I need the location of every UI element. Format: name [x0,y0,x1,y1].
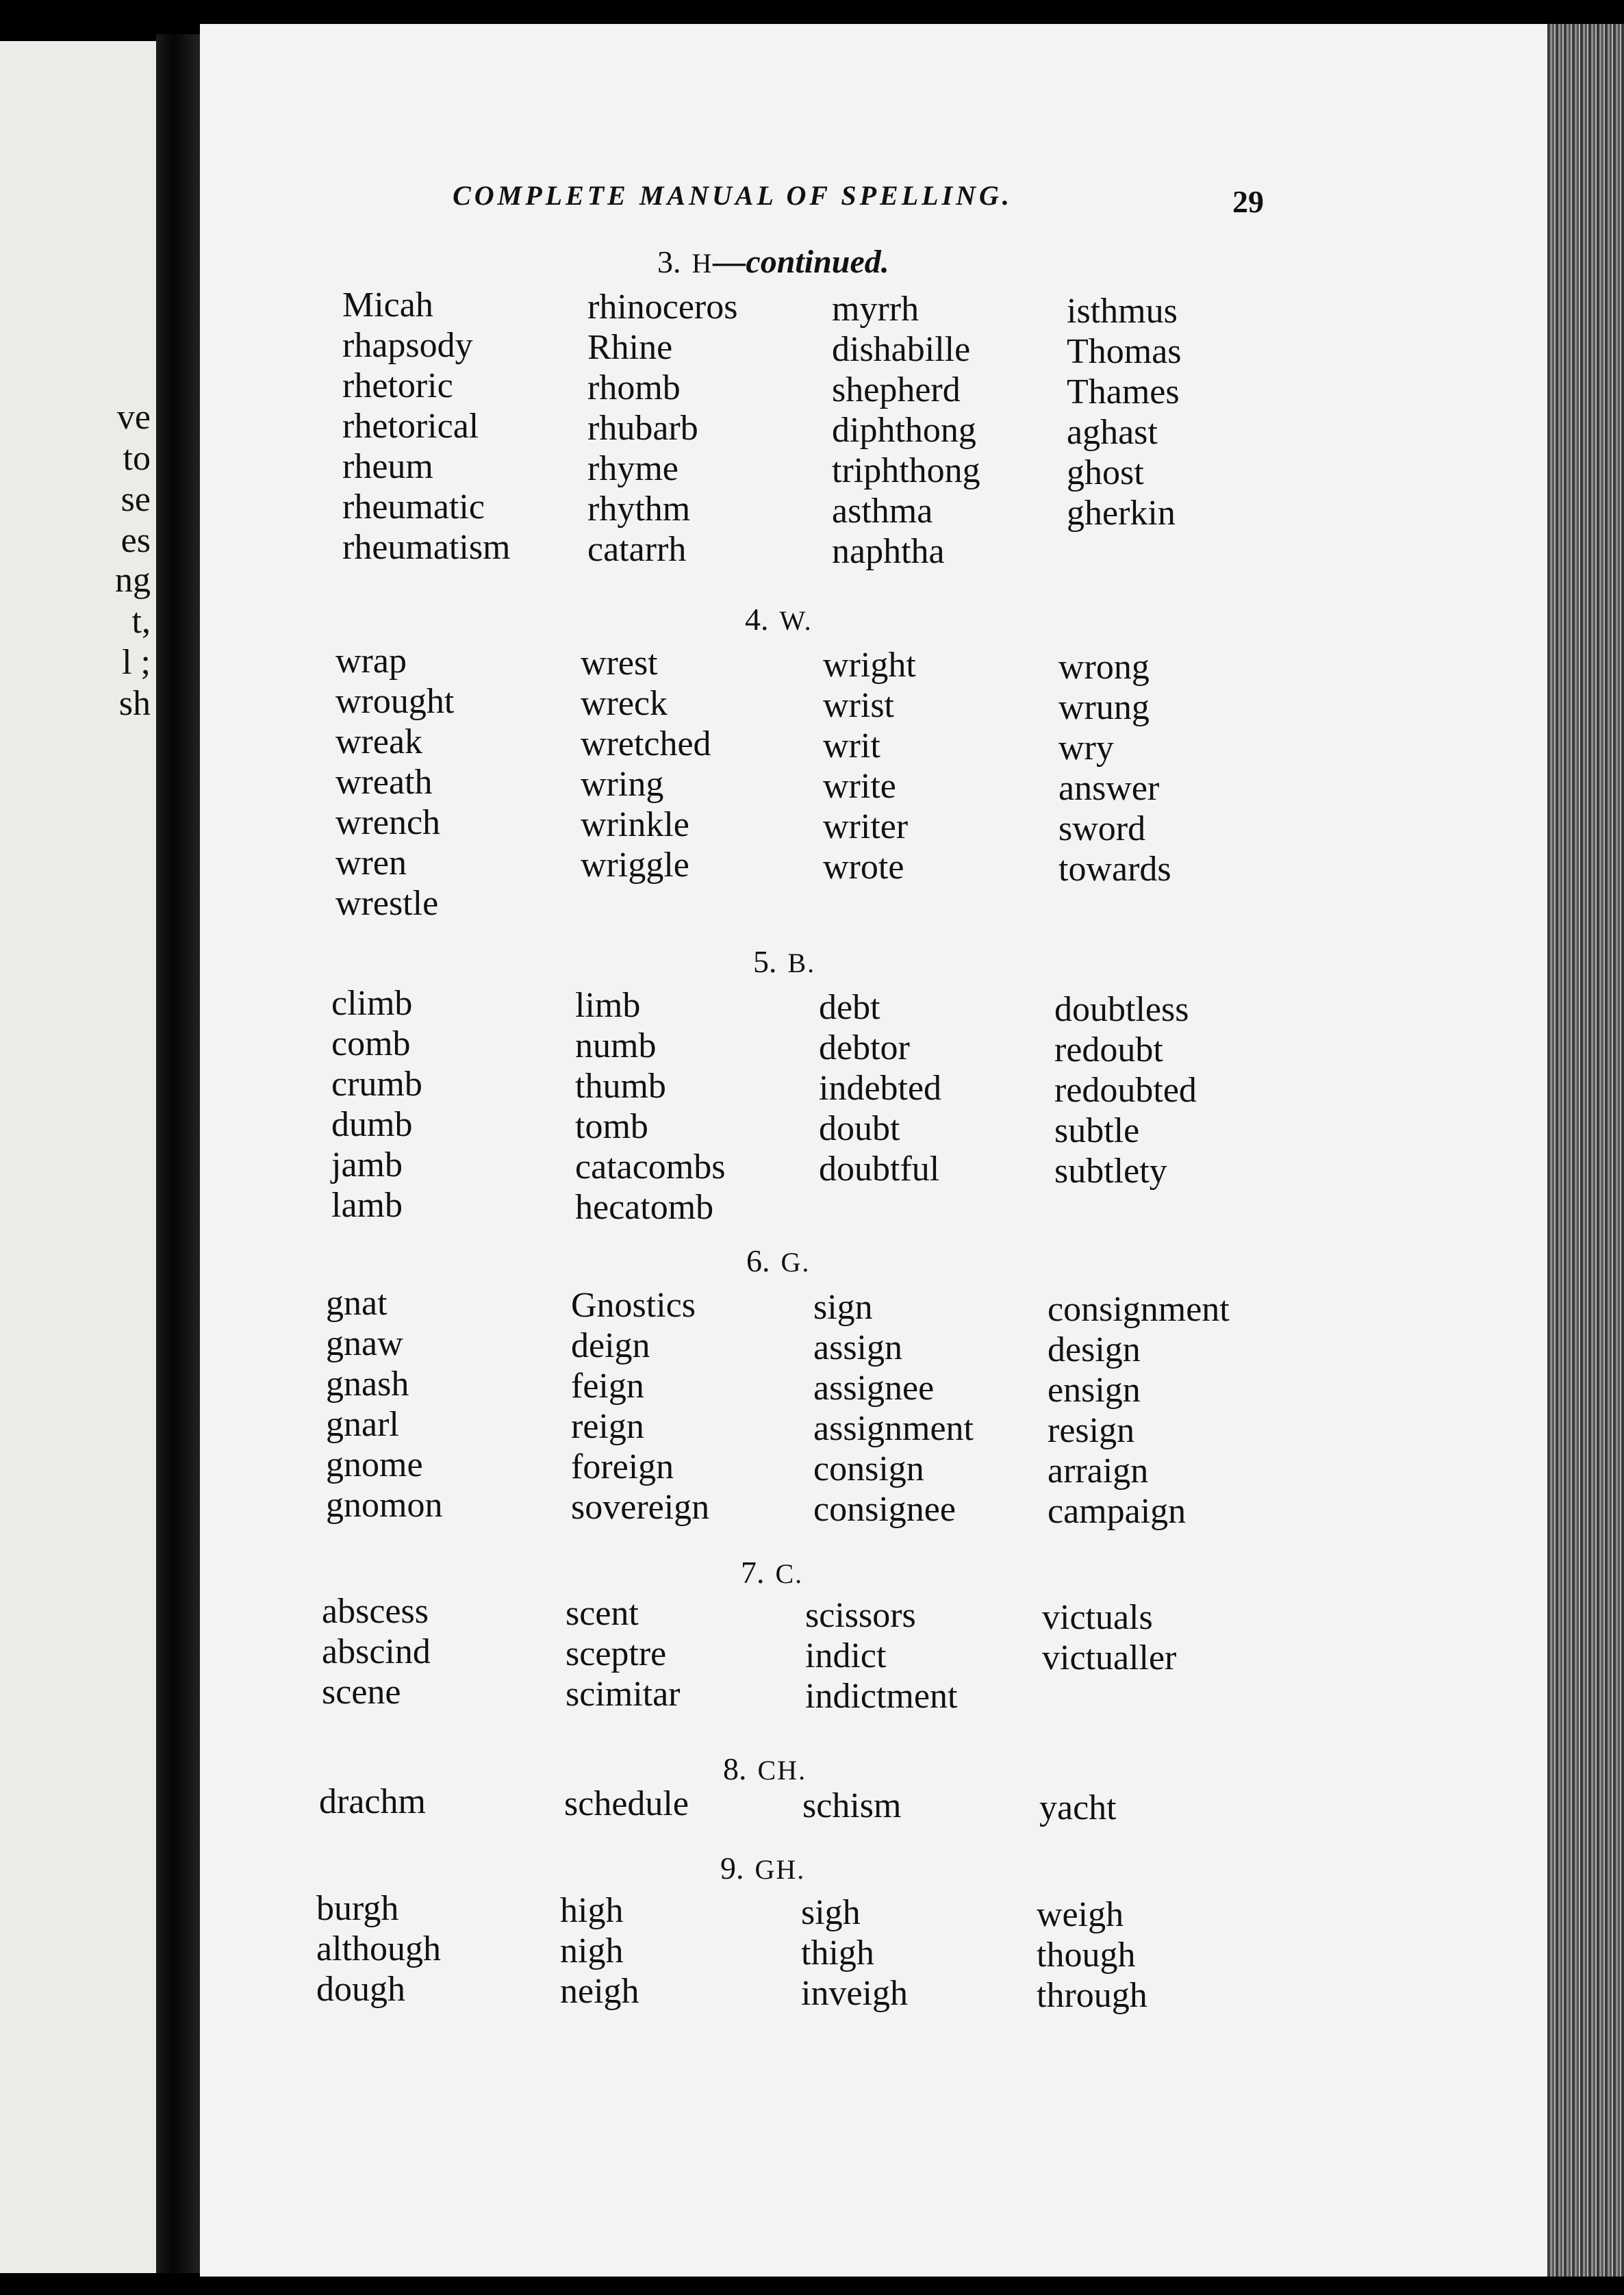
spelling-word: rhinoceros [587,288,738,327]
section-letters: GH. [754,1854,806,1885]
spelling-word: burgh [316,1889,399,1928]
spelling-word: doubtless [1054,990,1189,1029]
spelling-word: Gnostics [571,1286,696,1325]
spelling-word: wright [823,646,916,685]
spelling-word: consignee [813,1490,956,1529]
spelling-word: wrestle [335,884,439,923]
spelling-word: climb [331,984,413,1023]
spelling-word: rhomb [587,368,681,407]
spelling-word: Thomas [1067,332,1182,371]
spelling-word: feign [571,1367,644,1406]
spelling-word: though [1037,1936,1136,1975]
spelling-word: schedule [564,1784,689,1823]
spelling-word: through [1037,1976,1147,2015]
spelling-word: crumb [331,1065,422,1104]
section-letters: W. [779,605,813,636]
section-letters: G. [781,1247,811,1278]
spelling-word: thumb [575,1067,666,1106]
spelling-word: answer [1058,769,1160,808]
spelling-word: catacombs [575,1148,726,1187]
spelling-word: aghast [1067,413,1158,452]
spelling-word: asthma [832,492,933,531]
spelling-word: deign [571,1326,650,1365]
spelling-word: neigh [560,1972,639,2011]
section-number: 9. [720,1851,744,1886]
left-page-fragment: es [120,521,151,560]
section-heading [746,1243,810,1279]
spelling-word: wreak [335,722,423,761]
page-number: 29 [1232,184,1264,219]
spelling-word: rhetoric [342,366,453,405]
spelling-word: yacht [1039,1788,1117,1827]
spelling-word: rhythm [587,490,691,529]
spelling-word: subtle [1054,1111,1140,1150]
left-page-fragment: t, [131,602,151,641]
left-page-fragment: ng [115,561,151,600]
spelling-word: dough [316,1970,405,2009]
spelling-word: foreign [571,1447,674,1486]
spelling-word: rheum [342,447,433,486]
spelling-word: lamb [331,1186,403,1225]
spelling-word: victuals [1042,1598,1153,1637]
spelling-word: sigh [801,1893,861,1932]
spelling-word: catarrh [587,530,687,569]
spelling-word: sovereign [571,1488,710,1527]
spelling-word: abscess [322,1592,429,1631]
spelling-word: ensign [1048,1371,1141,1410]
spelling-word: gnomon [326,1486,443,1525]
spelling-word: Rhine [587,328,673,367]
spelling-word: assignment [813,1409,974,1448]
spelling-word: scissors [805,1596,916,1635]
spelling-word: gnarl [326,1405,399,1444]
spelling-word: myrrh [832,290,919,329]
spelling-word: wren [335,844,407,883]
spelling-word: wrest [581,644,658,683]
spelling-word: wrong [1058,648,1150,687]
spelling-word: jamb [331,1145,403,1184]
spelling-word: gnash [326,1365,409,1404]
spelling-word: inveigh [801,1974,908,2013]
spelling-word: debt [819,988,880,1027]
spelling-word: wreck [581,684,668,723]
section-continued: —continued. [713,244,889,280]
spelling-word: rheumatic [342,487,485,527]
spelling-word: rheumatism [342,528,511,567]
spelling-word: wrench [335,803,441,842]
spelling-word: campaign [1048,1492,1187,1531]
spelling-word: isthmus [1067,292,1178,331]
left-page-fragment: sh [118,684,151,723]
spelling-word: reign [571,1407,644,1446]
page-edges [1547,24,1624,2277]
spelling-word: sceptre [566,1634,667,1673]
spelling-word: wring [581,765,664,804]
section-letters: CH. [757,1755,807,1786]
spelling-word: gherkin [1067,494,1176,533]
spelling-word: wreath [335,763,433,802]
spelling-word: although [316,1929,441,1968]
spelling-word: rhapsody [342,326,473,365]
spelling-word: gnome [326,1445,423,1484]
spelling-word: schism [802,1786,902,1825]
spelling-word: assign [813,1328,902,1367]
spelling-word: naphtha [832,532,945,571]
spelling-word: resign [1048,1411,1135,1450]
spelling-word: scent [566,1594,639,1633]
left-page-fragment: l ; [122,643,151,682]
spelling-word: Thames [1067,372,1180,411]
section-letters: H [692,248,713,279]
spelling-word: indictment [805,1677,958,1716]
left-page-fragment: se [120,480,151,519]
spelling-word: indict [805,1636,887,1675]
spelling-word: doubt [819,1109,900,1148]
spelling-word: limb [575,986,641,1025]
spelling-word: wrinkle [581,805,689,844]
spelling-word: scimitar [566,1675,681,1714]
section-number: 8. [723,1751,747,1786]
spelling-word: high [560,1891,624,1930]
spelling-word: shepherd [832,370,961,409]
spelling-word: drachm [319,1782,426,1821]
spelling-word: writ [823,726,880,765]
spelling-word: arraign [1048,1451,1149,1491]
spelling-word: ghost [1067,453,1144,492]
section-number: 5. [753,944,777,979]
section-heading [657,243,889,281]
spelling-word: redoubted [1054,1071,1197,1110]
spelling-word: subtlety [1054,1152,1167,1191]
spelling-word: wretched [581,724,711,763]
section-number: 7. [741,1555,765,1590]
spelling-word: gnat [326,1284,388,1323]
spelling-word: rhyme [587,449,678,488]
spelling-word: wrought [335,682,455,721]
left-page-fragment: ve [116,398,151,437]
section-heading [723,1751,807,1787]
section-number: 3. [657,244,681,279]
spelling-word: victualler [1042,1638,1177,1677]
section-number: 4. [745,602,769,637]
left-facing-page [0,41,156,2273]
spelling-word: writer [823,807,909,846]
section-heading [741,1554,803,1590]
spelling-word: thigh [801,1933,874,1973]
spelling-word: write [823,767,896,806]
spelling-word: dumb [331,1105,413,1144]
section-heading [745,601,813,637]
spelling-word: sword [1058,809,1146,848]
spelling-word: hecatomb [575,1188,714,1227]
spelling-word: dishabille [832,330,971,369]
spelling-word: rhubarb [587,409,698,448]
spelling-word: numb [575,1026,657,1065]
section-heading [720,1850,805,1886]
spelling-word: doubtful [819,1150,940,1189]
spelling-word: wrote [823,848,904,887]
spelling-word: gnaw [326,1324,403,1363]
section-heading [753,943,815,980]
spelling-word: abscind [322,1632,431,1671]
spelling-word: scene [322,1673,401,1712]
spelling-word: debtor [819,1028,910,1067]
spelling-word: assignee [813,1369,935,1408]
spelling-word: redoubt [1054,1030,1163,1069]
spelling-word: sign [813,1288,873,1327]
section-number: 6. [746,1243,770,1278]
spelling-word: wrung [1058,688,1150,727]
spelling-word: consign [813,1449,924,1488]
section-letters: C. [775,1558,804,1589]
spelling-word: comb [331,1024,411,1063]
spelling-word: triphthong [832,451,980,490]
spelling-word: wrap [335,642,407,681]
book-gutter [156,34,200,2273]
spelling-word: design [1048,1330,1141,1369]
spelling-word: nigh [560,1931,624,1970]
spelling-word: diphthong [832,411,976,450]
spelling-word: wrist [823,686,894,725]
spelling-word: tomb [575,1107,648,1146]
spelling-word: consignment [1048,1290,1230,1329]
spelling-word: weigh [1037,1895,1124,1934]
running-head: COMPLETE MANUAL OF SPELLING. [453,180,1013,211]
spelling-word: rhetorical [342,407,479,446]
spelling-word: Micah [342,286,433,325]
spelling-word: indebted [819,1069,942,1108]
section-letters: B. [787,948,816,978]
spelling-word: wriggle [581,846,689,885]
spelling-word: towards [1058,850,1171,889]
spelling-word: wry [1058,728,1114,768]
left-page-fragment: to [123,439,151,478]
